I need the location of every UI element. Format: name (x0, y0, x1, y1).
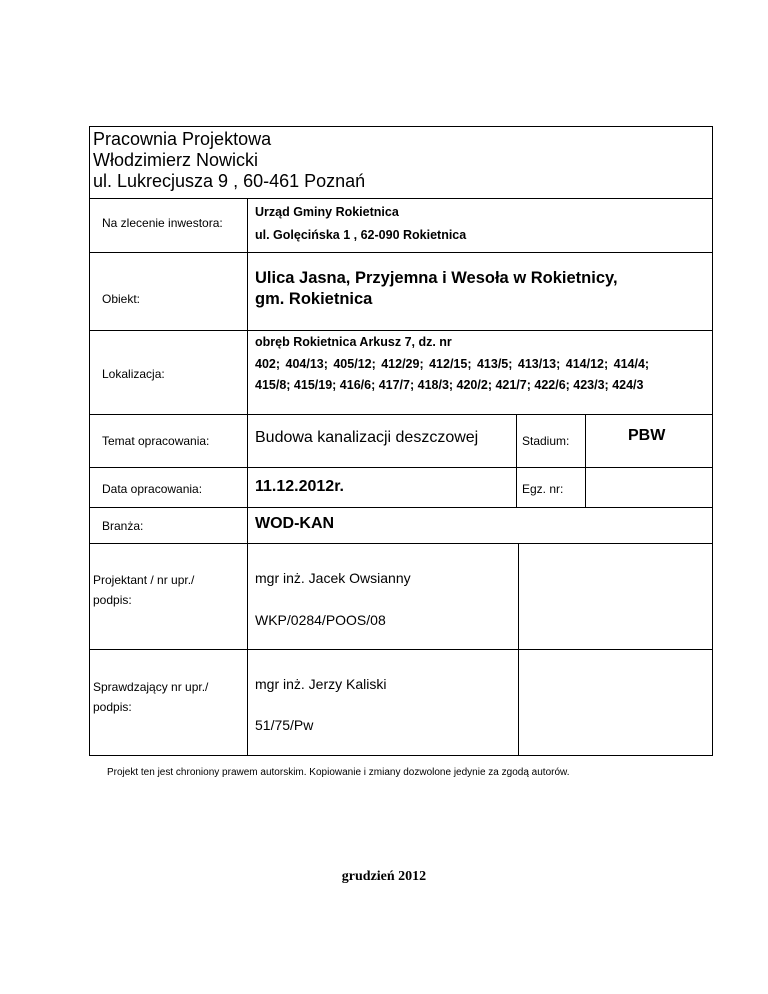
divider (90, 198, 712, 199)
stage-value: PBW (628, 427, 666, 444)
divider (90, 252, 712, 253)
investor-label: Na zlecenie inwestora: (102, 216, 223, 230)
location-line1: obręb Rokietnica Arkusz 7, dz. nr (255, 335, 452, 349)
divider (90, 507, 712, 508)
divider (90, 543, 712, 544)
investor-name: Urząd Gminy Rokietnica (255, 205, 399, 219)
designer-name: mgr inż. Jacek Owsianny (255, 570, 411, 586)
office-address: ul. Lukrecjusza 9 , 60-461 Poznań (93, 171, 366, 191)
branch-value: WOD-KAN (255, 515, 335, 532)
column-divider (585, 414, 586, 507)
title-block (89, 126, 713, 756)
stage-label: Stadium: (522, 434, 570, 448)
divider (90, 330, 712, 331)
column-divider (247, 198, 248, 755)
office-owner: Włodzimierz Nowicki (93, 150, 259, 170)
branch-label: Branża: (102, 519, 144, 533)
signature-divider (518, 543, 519, 755)
checker-sign-label: podpis: (93, 700, 132, 714)
design-office (93, 129, 365, 192)
object-label: Obiekt: (102, 292, 141, 306)
checker-license: 51/75/Pw (255, 717, 314, 733)
divider (90, 414, 712, 415)
checker-name: mgr inż. Jerzy Kaliski (255, 676, 387, 692)
designer-license: WKP/0284/POOS/08 (255, 612, 386, 628)
divider (90, 649, 712, 650)
topic-value: Budowa kanalizacji deszczowej (255, 429, 479, 446)
divider (90, 467, 712, 468)
object-line1: Ulica Jasna, Przyjemna i Wesoła w Rokietnicy, (255, 269, 618, 287)
topic-label: Temat opracowania: (102, 434, 210, 448)
office-name: Pracownia Projektowa (93, 129, 272, 149)
date-value: 11.12.2012r. (255, 478, 344, 495)
location-line2: 402; 404/13; 405/12; 412/29; 412/15; 413/5; 413/13; 414/12; 414/4; (255, 357, 650, 371)
copy-label: Egz. nr: (522, 482, 564, 496)
document-month: grudzień 2012 (341, 869, 427, 884)
investor-address: ul. Golęcińska 1 , 62-090 Rokietnica (255, 228, 467, 242)
column-divider (516, 414, 517, 507)
date-label: Data opracowania: (102, 482, 203, 496)
designer-sign-label: podpis: (93, 593, 132, 607)
location-line3: 415/8; 415/19; 416/6; 417/7; 418/3; 420/2; 421/7; 422/6; 423/3; 424/3 (255, 378, 644, 392)
checker-label: Sprawdzający nr upr./ (93, 680, 209, 694)
object-line2: gm. Rokietnica (255, 290, 373, 308)
copyright-note: Projekt ten jest chroniony prawem autorskim. Kopiowanie i zmiany dozwolone jedynie za zgodą autorów. (107, 767, 570, 778)
location-label: Lokalizacja: (102, 367, 165, 381)
designer-label: Projektant / nr upr./ (93, 573, 195, 587)
